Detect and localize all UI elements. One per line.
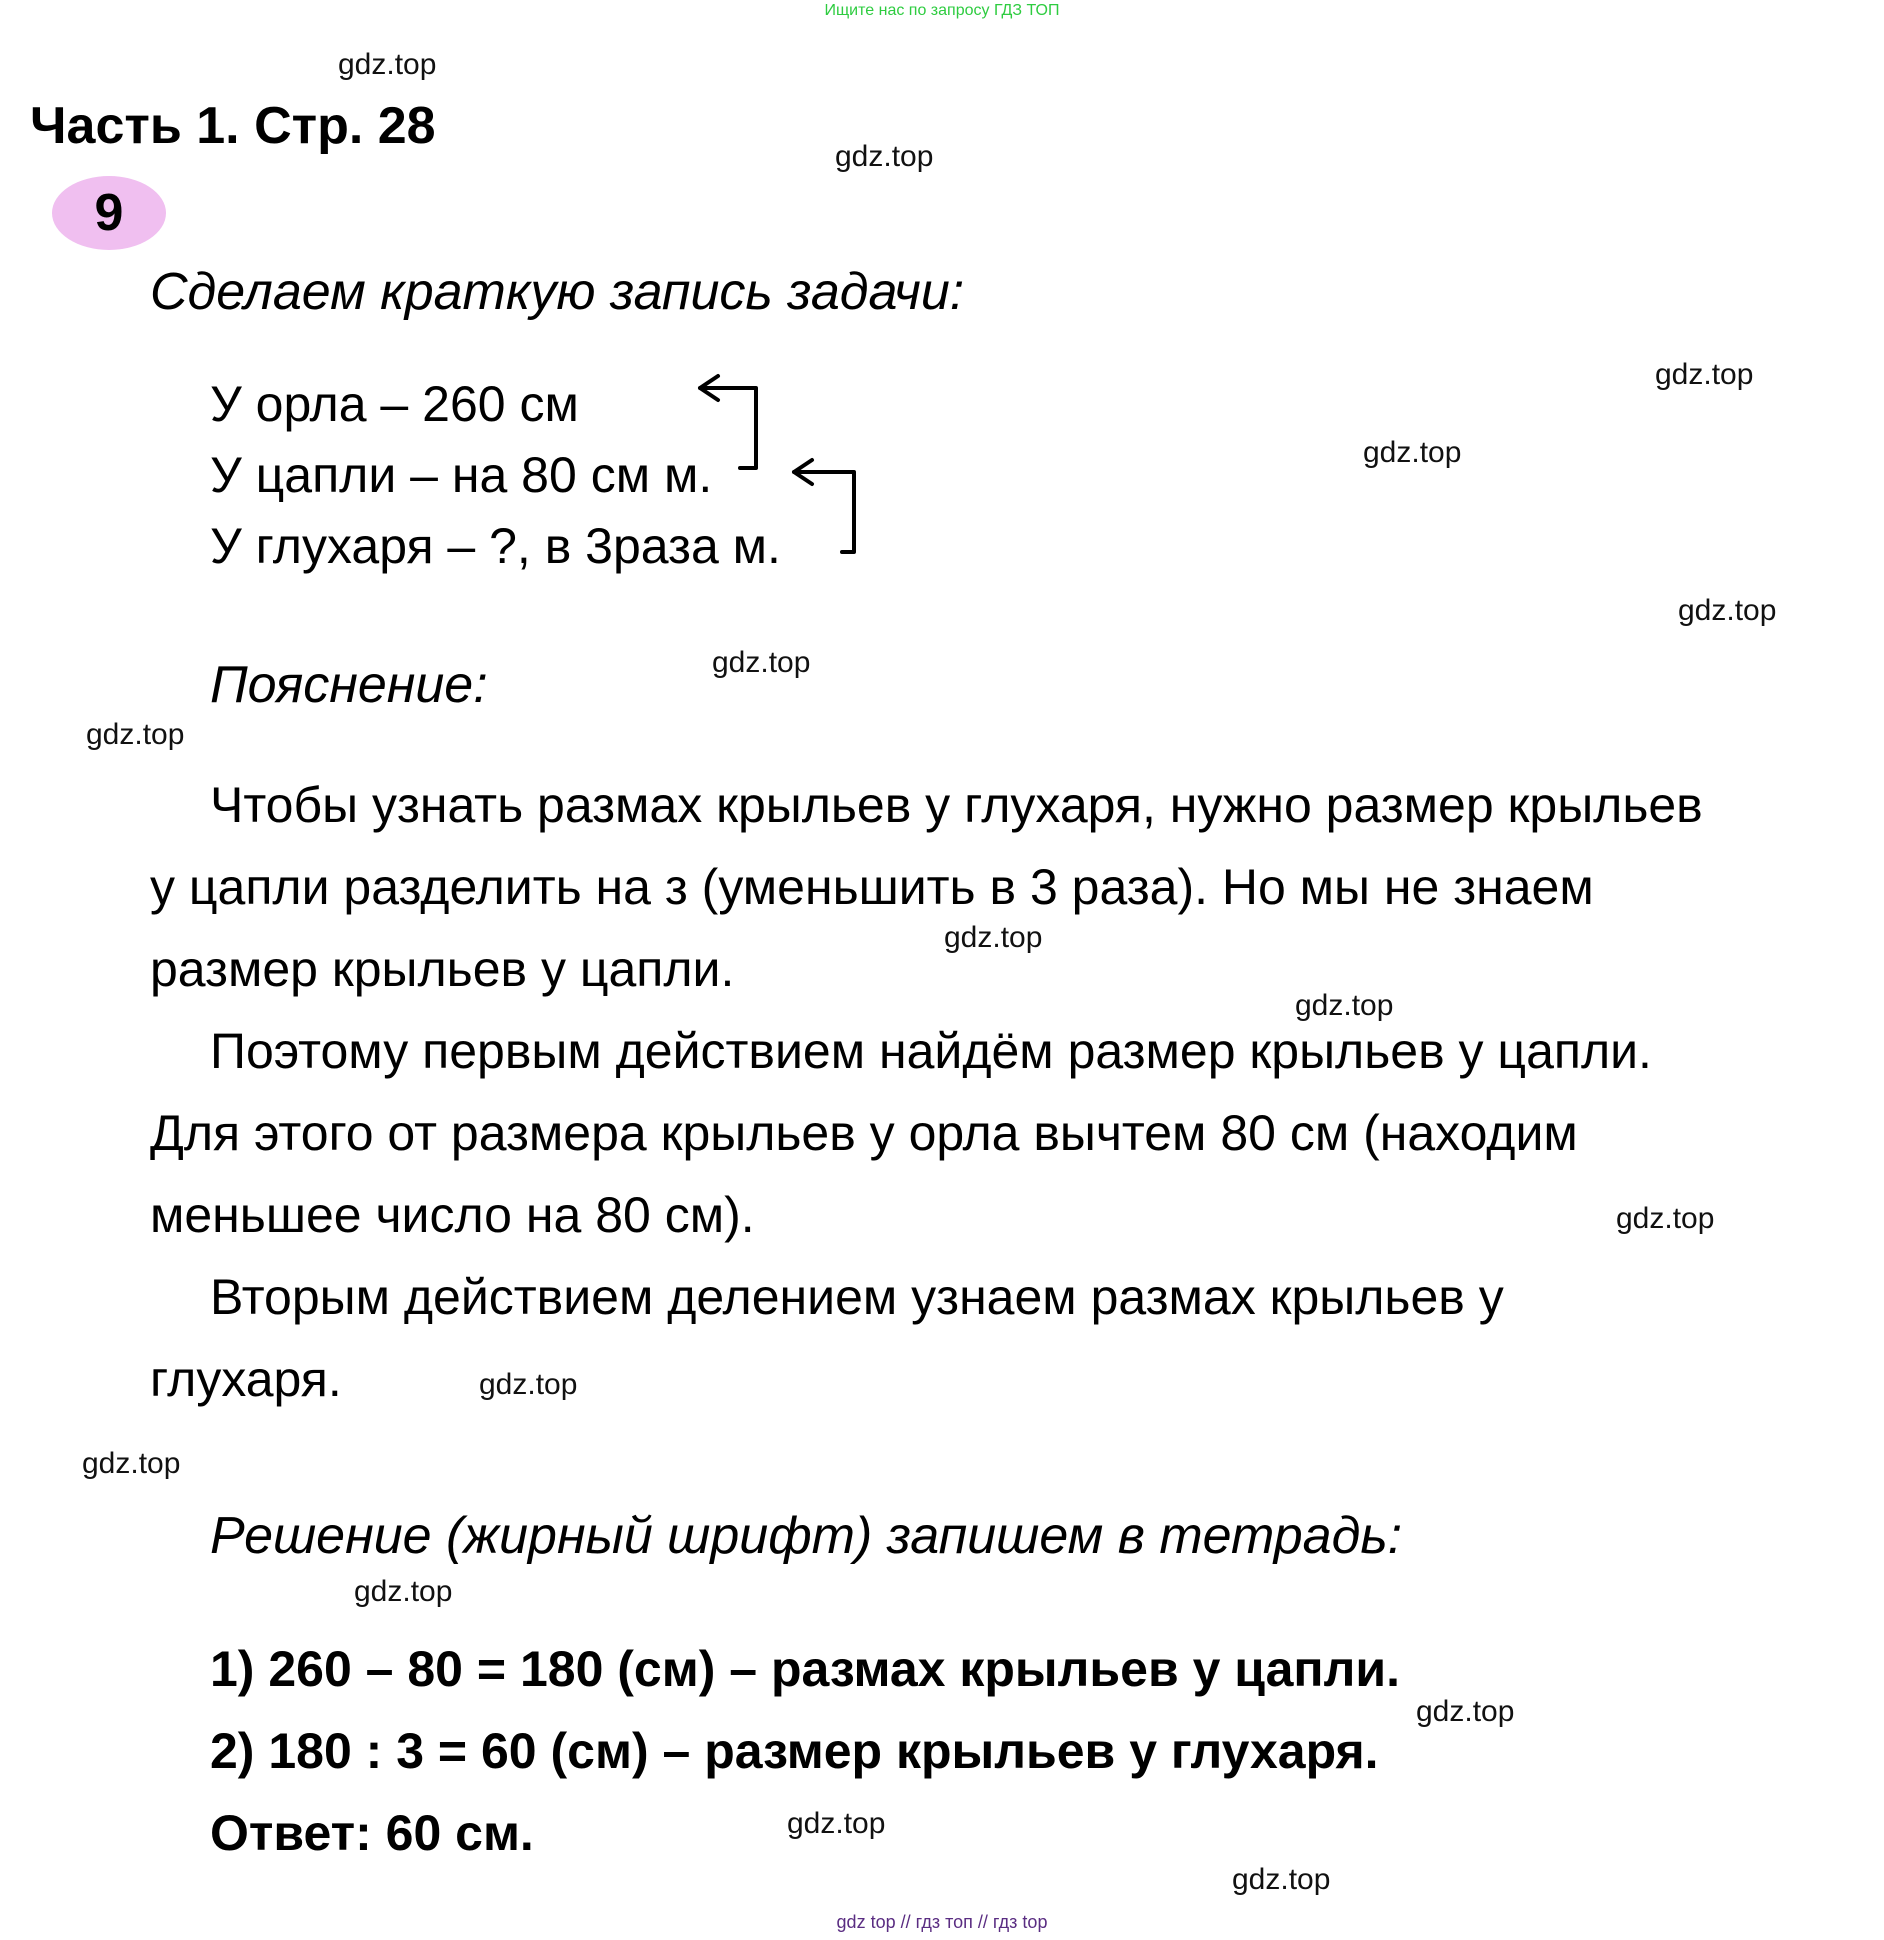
paragraph-line: Для этого от размера крыльев у орла вычтем 80 см (находим [150, 1105, 1578, 1161]
watermark: gdz.top [1363, 436, 1462, 469]
watermark: gdz.top [1655, 358, 1754, 391]
watermark: gdz.top [479, 1368, 578, 1401]
explanation-paragraph-1 [150, 764, 1800, 1010]
watermark: gdz.top [1678, 594, 1777, 627]
watermark: gdz.top [1616, 1202, 1715, 1235]
watermark: gdz.top [1416, 1695, 1515, 1728]
paragraph-line: размер крыльев у цапли. [150, 941, 735, 997]
top-banner: Ищите нас по запросу ГДЗ ТОП [824, 2, 1060, 19]
paragraph-line: глухаря. [150, 1351, 342, 1407]
paragraph-line: у цапли разделить на з (уменьшить в 3 раза). Но мы не знаем [150, 859, 1594, 915]
watermark: gdz.top [1295, 989, 1394, 1022]
paragraph-line: меньшее число на 80 см). [150, 1187, 755, 1243]
watermark: gdz.top [82, 1447, 181, 1480]
paragraph-line: Вторым действием делением узнаем размах крыльев у [210, 1269, 1504, 1325]
watermark: gdz.top [1232, 1863, 1331, 1896]
answer-line: Ответ: 60 см. [210, 1805, 534, 1861]
solution-step-2: 2) 180 : 3 = 60 (см) – размер крыльев у глухаря. [210, 1723, 1379, 1779]
footer-links: gdz top // гдз топ // гдз top [836, 1912, 1048, 1932]
bracket-grouse-to-heron [794, 472, 854, 552]
paragraph-line: Чтобы узнать размах крыльев у глухаря, нужно размер крыльев [210, 777, 1703, 833]
paragraph-line: Поэтому первым действием найдём размер крыльев у цапли. [210, 1023, 1652, 1079]
page-heading: Часть 1. Стр. 28 [30, 97, 436, 155]
watermark: gdz.top [712, 646, 811, 679]
watermark: gdz.top [354, 1575, 453, 1608]
explanation-paragraph-3 [150, 1256, 1800, 1420]
explanation-paragraph-2 [150, 1010, 1800, 1256]
watermark: gdz.top [86, 718, 185, 751]
condition-line-grouse: У глухаря – ?, в 3раза м. [210, 518, 781, 574]
short-note-title: Сделаем краткую запись задачи: [150, 263, 965, 321]
watermark: gdz.top [944, 921, 1043, 954]
solution-step-1: 1) 260 – 80 = 180 (см) – размах крыльев у цапли. [210, 1641, 1401, 1697]
condition-line-eagle: У орла – 260 см [210, 376, 579, 432]
watermark: gdz.top [338, 48, 437, 81]
condition-line-heron: У цапли – на 80 см м. [210, 447, 713, 503]
task-number-badge: 9 [52, 176, 166, 250]
watermark: gdz.top [787, 1807, 886, 1840]
solution-title: Решение (жирный шрифт) запишем в тетрадь: [210, 1507, 1403, 1565]
watermark: gdz.top [835, 140, 934, 173]
bracket-heron-to-eagle [700, 388, 756, 468]
explanation-title: Пояснение: [210, 656, 488, 714]
